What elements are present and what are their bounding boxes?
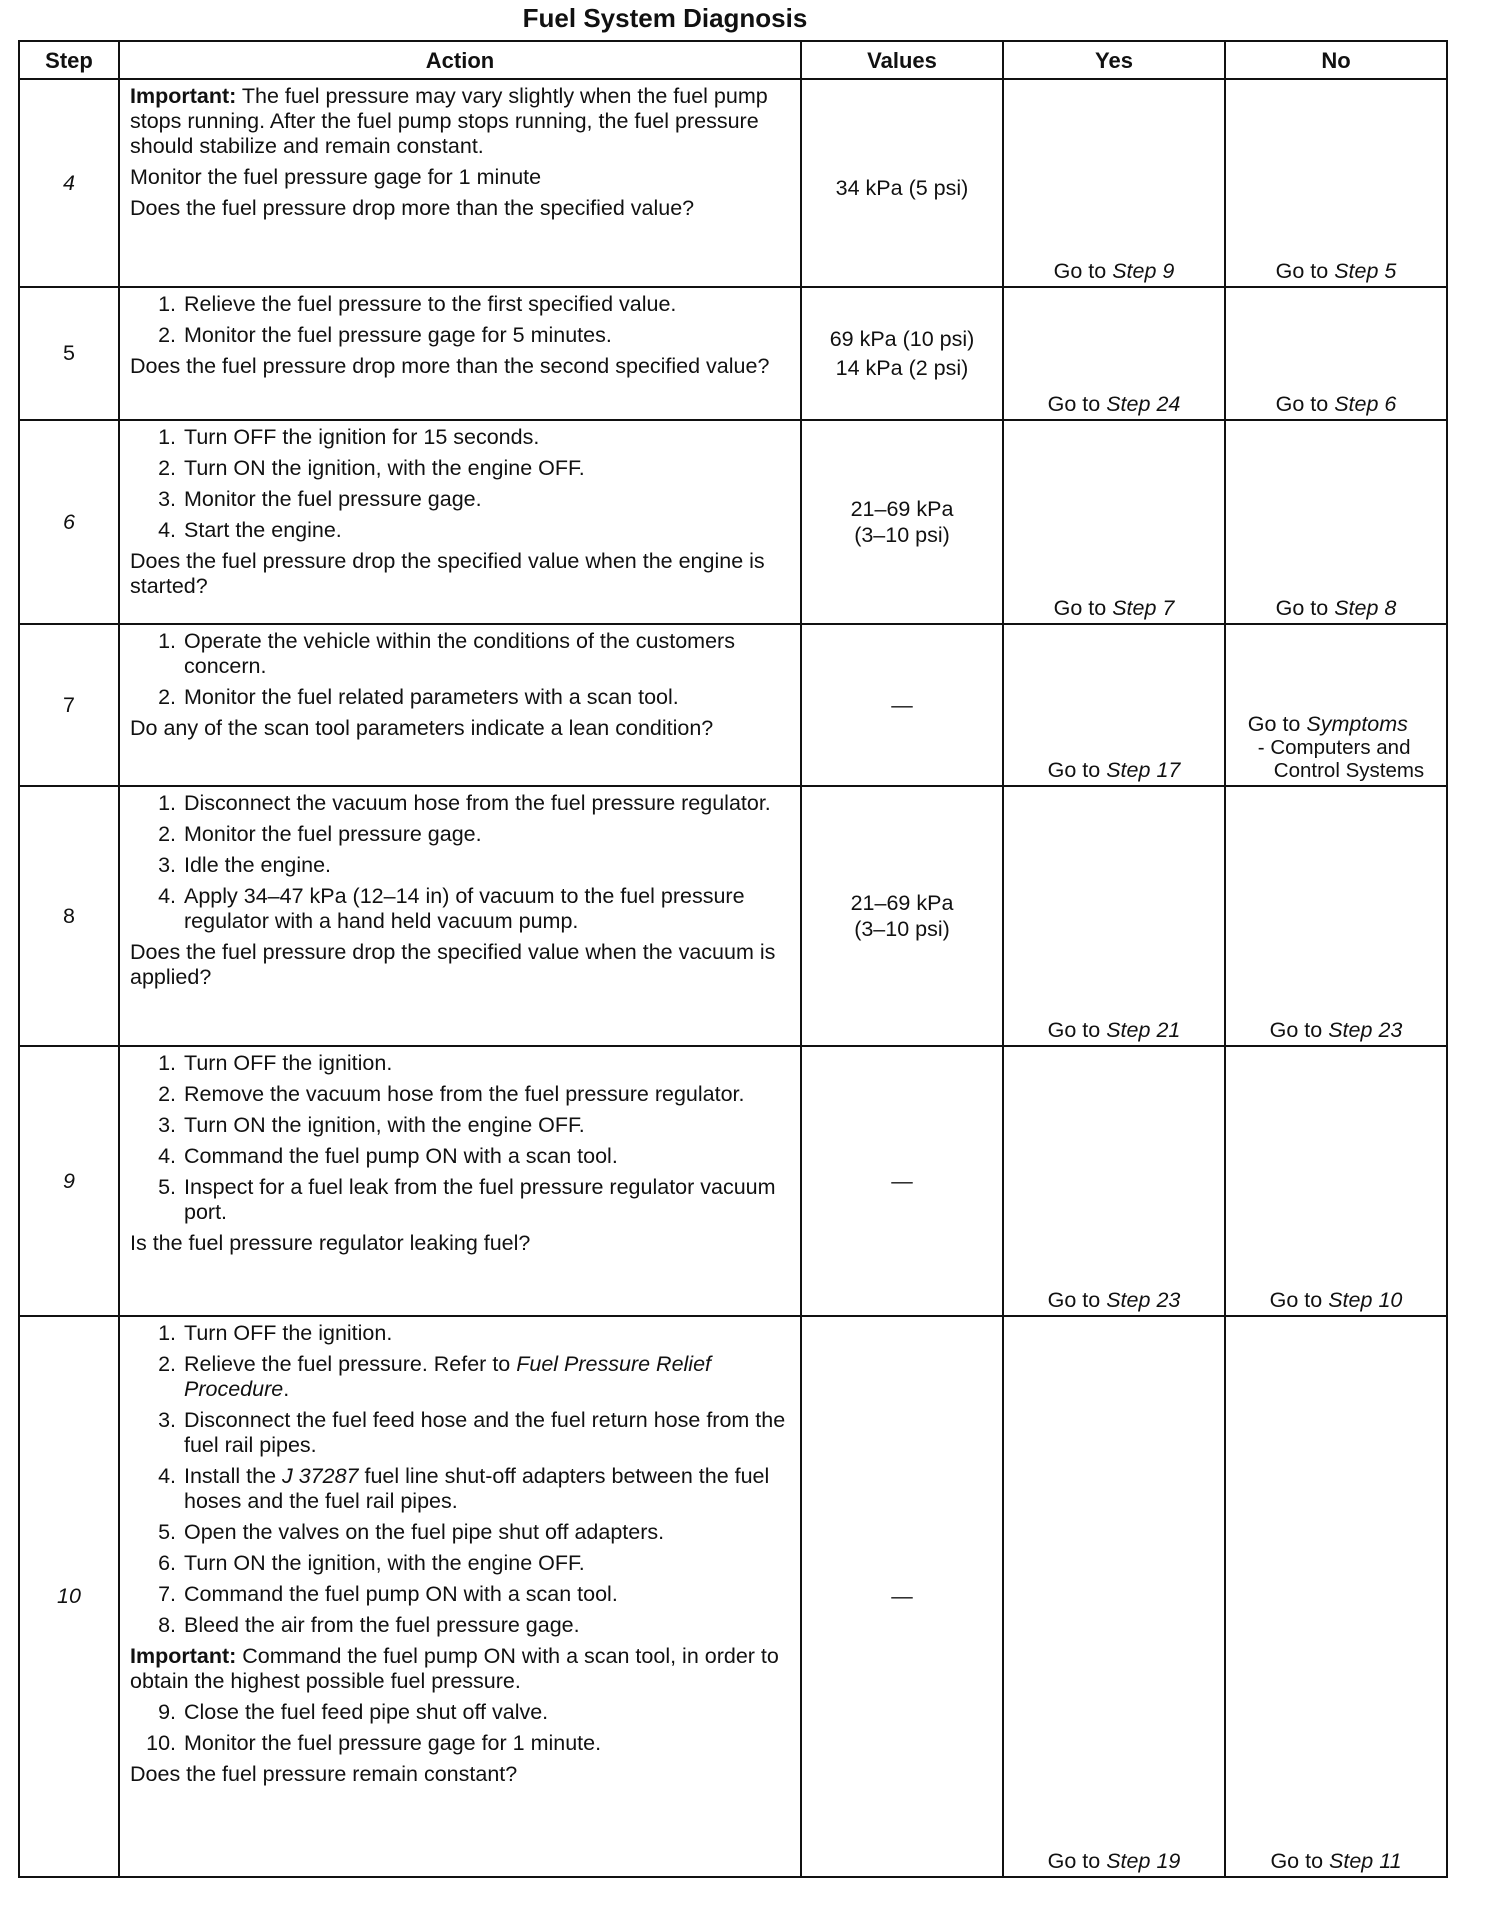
no-step-link[interactable]: 8 — [1384, 596, 1397, 620]
action-cell — [119, 624, 801, 786]
no-header: No — [1225, 41, 1447, 79]
values-cell — [801, 287, 1003, 420]
yes-cell: Go to Step 19 — [1003, 1316, 1225, 1877]
action-cell — [119, 786, 801, 1046]
yes-cell: Go to Step 21 — [1003, 786, 1225, 1046]
question-text: Does the fuel pressure drop the specified value when the vacuum is applied? — [130, 940, 776, 989]
action-cell — [119, 1046, 801, 1316]
tool-reference: J 37287 — [282, 1464, 359, 1488]
question-text: Is the fuel pressure regulator leaking fuel? — [130, 1231, 531, 1255]
no-step-link[interactable]: 6 — [1384, 392, 1397, 416]
list-item: 1. Disconnect the vacuum hose from the fuel pressure regulator. — [158, 791, 771, 815]
yes-step-link[interactable]: 9 — [1162, 259, 1175, 283]
step-number: 8 — [19, 786, 119, 1046]
list-item: 1. Turn OFF the ignition. — [158, 1051, 393, 1075]
yes-cell: Go to Step 23 — [1003, 1046, 1225, 1316]
no-step-link[interactable]: 11 — [1379, 1849, 1402, 1873]
table-row — [19, 79, 1447, 287]
step-header: Step — [19, 41, 119, 79]
yes-header: Yes — [1003, 41, 1225, 79]
list-item: 2. Remove the vacuum hose from the fuel pressure regulator. — [158, 1082, 745, 1106]
list-item: 1. Turn OFF the ignition. — [158, 1321, 393, 1345]
list-item: 5. Inspect for a fuel leak from the fuel pressure regulator vacuum port. — [158, 1175, 776, 1224]
list-item: 2. Turn ON the ignition, with the engine OFF. — [158, 456, 585, 480]
list-item: 2. Monitor the fuel pressure gage for 5 minutes. — [158, 323, 612, 347]
list-item: 4. Install the J 37287 fuel line shut-off adapters between the fuel hoses and the fuel rail pipes. — [158, 1464, 770, 1513]
list-item: 5. Open the valves on the fuel pipe shut off adapters. — [158, 1520, 665, 1544]
question-text: Do any of the scan tool parameters indicate a lean condition? — [130, 716, 714, 740]
table-row — [19, 1316, 1447, 1877]
step-number: 10 — [19, 1316, 119, 1877]
list-item: 2. Relieve the fuel pressure. Refer to Fuel Pressure Relief Procedure. — [158, 1352, 712, 1401]
go-to-text: Go to — [1053, 259, 1107, 283]
list-item: 6. Turn ON the ignition, with the engine OFF. — [158, 1551, 585, 1575]
value-text: 21–69 kPa — [850, 891, 954, 915]
step-number: 5 — [19, 287, 119, 420]
procedure-reference[interactable]: Fuel Pressure Relief Procedure — [184, 1352, 712, 1401]
list-item: 3. Disconnect the fuel feed hose and the fuel return hose from the fuel rail pipes. — [158, 1408, 786, 1457]
step-word: Step — [1334, 259, 1379, 283]
important-label: Important: — [130, 84, 237, 108]
table-row — [19, 420, 1447, 624]
value-text: (3–10 psi) — [854, 917, 950, 941]
no-cell — [1225, 624, 1447, 786]
question-text: Does the fuel pressure drop more than the specified value? — [130, 196, 695, 220]
no-cell — [1225, 79, 1447, 287]
action-cell — [119, 1316, 801, 1877]
values-cell — [801, 79, 1003, 287]
no-cell: Go to Step 6 — [1225, 287, 1447, 420]
important-note: Important: Command the fuel pump ON with a scan tool, in order to obtain the highest possible fuel pressure. — [130, 1644, 779, 1693]
list-item: 9. Close the fuel feed pipe shut off valve. — [158, 1700, 549, 1724]
diagnosis-table — [18, 40, 1448, 1878]
values-cell — [801, 420, 1003, 624]
yes-step-link[interactable]: 19 — [1156, 1849, 1181, 1873]
no-step-link[interactable]: 23 — [1378, 1018, 1403, 1042]
step-number: 6 — [19, 420, 119, 624]
symptoms-reference[interactable]: Go to Symptoms - Computers and Control Systems — [1247, 712, 1425, 782]
values-cell — [801, 1046, 1003, 1316]
value-text: — — [891, 1168, 913, 1193]
list-item: 3. Monitor the fuel pressure gage. — [158, 487, 482, 511]
yes-cell: Go to Step 7 — [1003, 420, 1225, 624]
value-text: 14 kPa (2 psi) — [835, 355, 969, 380]
list-item: 2. Monitor the fuel pressure gage. — [158, 822, 482, 846]
no-cell: Go to Step 23 — [1225, 786, 1447, 1046]
yes-step-link[interactable]: 23 — [1156, 1288, 1181, 1312]
list-item: 10. Monitor the fuel pressure gage for 1 minute. — [146, 1731, 602, 1755]
list-item: 7. Command the fuel pump ON with a scan tool. — [158, 1582, 618, 1606]
no-step-link[interactable]: 10 — [1378, 1288, 1403, 1312]
value-text: 69 kPa (10 psi) — [829, 326, 975, 351]
step-word: Step — [1112, 259, 1157, 283]
values-cell — [801, 624, 1003, 786]
question-text: Does the fuel pressure remain constant? — [130, 1762, 518, 1786]
go-to-text: Go to — [1275, 259, 1329, 283]
list-item: 4. Command the fuel pump ON with a scan tool. — [158, 1144, 618, 1168]
list-item: 3. Idle the engine. — [158, 853, 332, 877]
table-row — [19, 1046, 1447, 1316]
list-item: 1. Turn OFF the ignition for 15 seconds. — [158, 425, 540, 449]
values-header: Values — [801, 41, 1003, 79]
no-step-link[interactable]: 5 — [1384, 259, 1397, 283]
table-row — [19, 624, 1447, 786]
table-row — [19, 287, 1447, 420]
action-header: Action — [119, 41, 801, 79]
step-number: 7 — [19, 624, 119, 786]
yes-step-link[interactable]: 17 — [1156, 758, 1181, 782]
step-number: 9 — [19, 1046, 119, 1316]
value-text: (3–10 psi) — [854, 523, 950, 547]
list-item: 4. Start the engine. — [158, 518, 342, 542]
yes-cell: Go to Step 17 — [1003, 624, 1225, 786]
action-cell — [119, 287, 801, 420]
no-cell: Go to Step 10 — [1225, 1046, 1447, 1316]
table-row — [19, 786, 1447, 1046]
header-row — [19, 41, 1447, 79]
list-item: 8. Bleed the air from the fuel pressure gage. — [158, 1613, 580, 1637]
list-item: 4. Apply 34–47 kPa (12–14 in) of vacuum to the fuel pressure regulator with a hand held vacuum pump. — [158, 884, 745, 933]
important-text: The fuel pressure may vary slightly when the fuel pump stops running. After the fuel pump stops running, the fuel pressure should stabilize and remain constant. — [130, 84, 768, 158]
action-cell — [119, 420, 801, 624]
yes-cell: Go to Step 24 — [1003, 287, 1225, 420]
no-cell: Go to Step 11 — [1225, 1316, 1447, 1877]
question-text: Does the fuel pressure drop more than the second specified value? — [130, 354, 770, 378]
yes-step-link[interactable]: 7 — [1162, 596, 1175, 620]
value-text: — — [891, 692, 913, 717]
no-cell: Go to Step 8 — [1225, 420, 1447, 624]
list-item: 1. Relieve the fuel pressure to the first specified value. — [158, 292, 677, 316]
important-note — [130, 84, 792, 159]
values-cell — [801, 786, 1003, 1046]
value-text: 21–69 kPa — [850, 497, 954, 521]
list-item: 3. Turn ON the ignition, with the engine OFF. — [158, 1113, 585, 1137]
values-cell — [801, 1316, 1003, 1877]
question-text: Does the fuel pressure drop the specified value when the engine is started? — [130, 549, 765, 598]
value-text: — — [891, 1584, 913, 1608]
page-title: Fuel System Diagnosis — [522, 3, 808, 33]
yes-step-link[interactable]: 24 — [1156, 392, 1181, 416]
yes-cell — [1003, 79, 1225, 287]
list-item: 2. Monitor the fuel related parameters with a scan tool. — [158, 685, 679, 709]
step-number: 4 — [19, 79, 119, 287]
list-item: 1. Operate the vehicle within the conditions of the customers concern. — [158, 629, 735, 678]
yes-step-link[interactable]: 21 — [1156, 1018, 1181, 1042]
action-cell — [119, 79, 801, 287]
instruction-text: Monitor the fuel pressure gage for 1 minute — [130, 165, 542, 189]
value-text: 34 kPa (5 psi) — [835, 176, 969, 200]
